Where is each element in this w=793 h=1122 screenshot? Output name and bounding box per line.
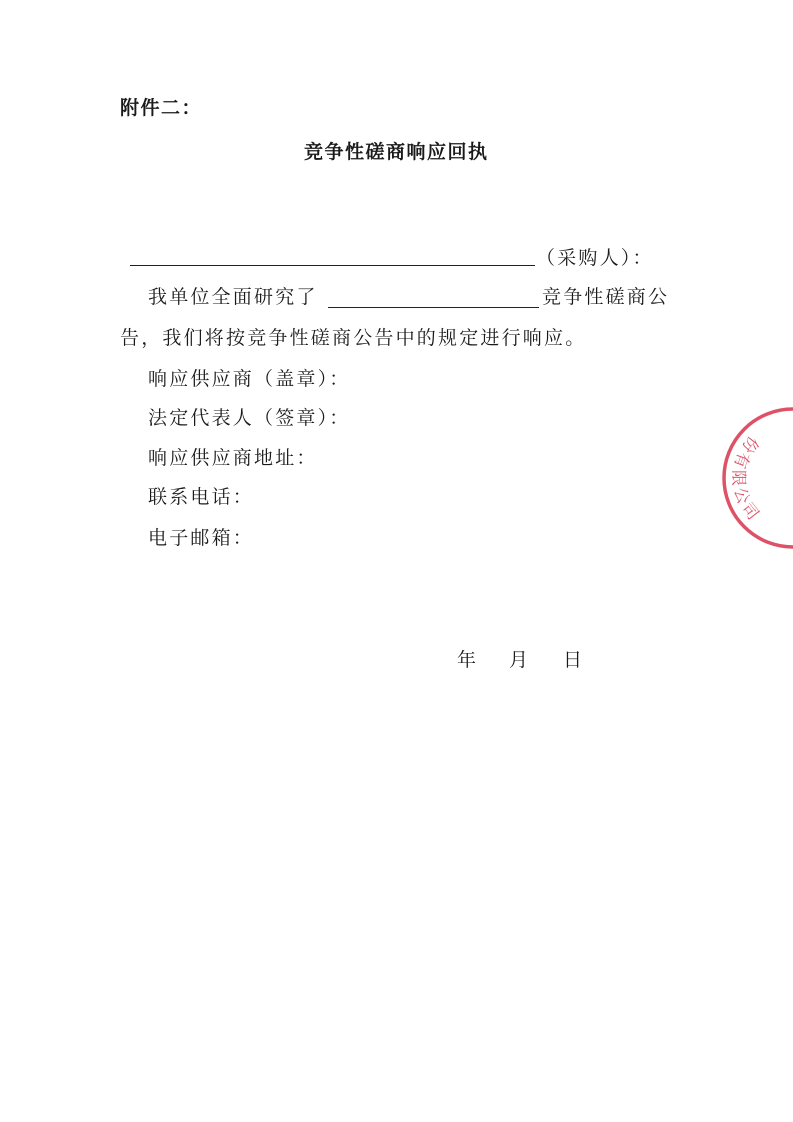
seal-character: 份 (737, 432, 763, 457)
seal-character: 有 (730, 449, 754, 472)
company-seal (712, 400, 793, 560)
attachment-label: 附件二： (120, 97, 203, 119)
field-legal-representative: 法定代表人（签章）： (148, 407, 351, 429)
announcement-blank-line (328, 307, 539, 308)
date-year: 年 (457, 649, 479, 671)
field-phone: 联系电话： (148, 486, 255, 508)
statement-suffix: 竞争性磋商公 (542, 286, 670, 308)
statement-prefix: 我单位全面研究了 (148, 286, 318, 308)
field-email: 电子邮箱： (148, 527, 255, 549)
date-month: 月 (509, 649, 531, 671)
field-supplier-address: 响应供应商地址： (148, 447, 318, 469)
seal-character: 公 (730, 484, 754, 507)
statement-continuation: 告，我们将按竞争性磋商公告中的规定进行响应。 (120, 327, 587, 349)
document-title: 竞争性磋商响应回执 (304, 141, 489, 163)
purchaser-label: （采购人）： (536, 247, 654, 269)
purchaser-blank-line (130, 265, 535, 266)
seal-character: 限 (729, 469, 749, 487)
seal-character: 司 (737, 499, 763, 524)
field-supplier-seal: 响应供应商（盖章）： (148, 368, 351, 390)
seal-lettering (730, 433, 763, 524)
date-day: 日 (563, 649, 585, 671)
